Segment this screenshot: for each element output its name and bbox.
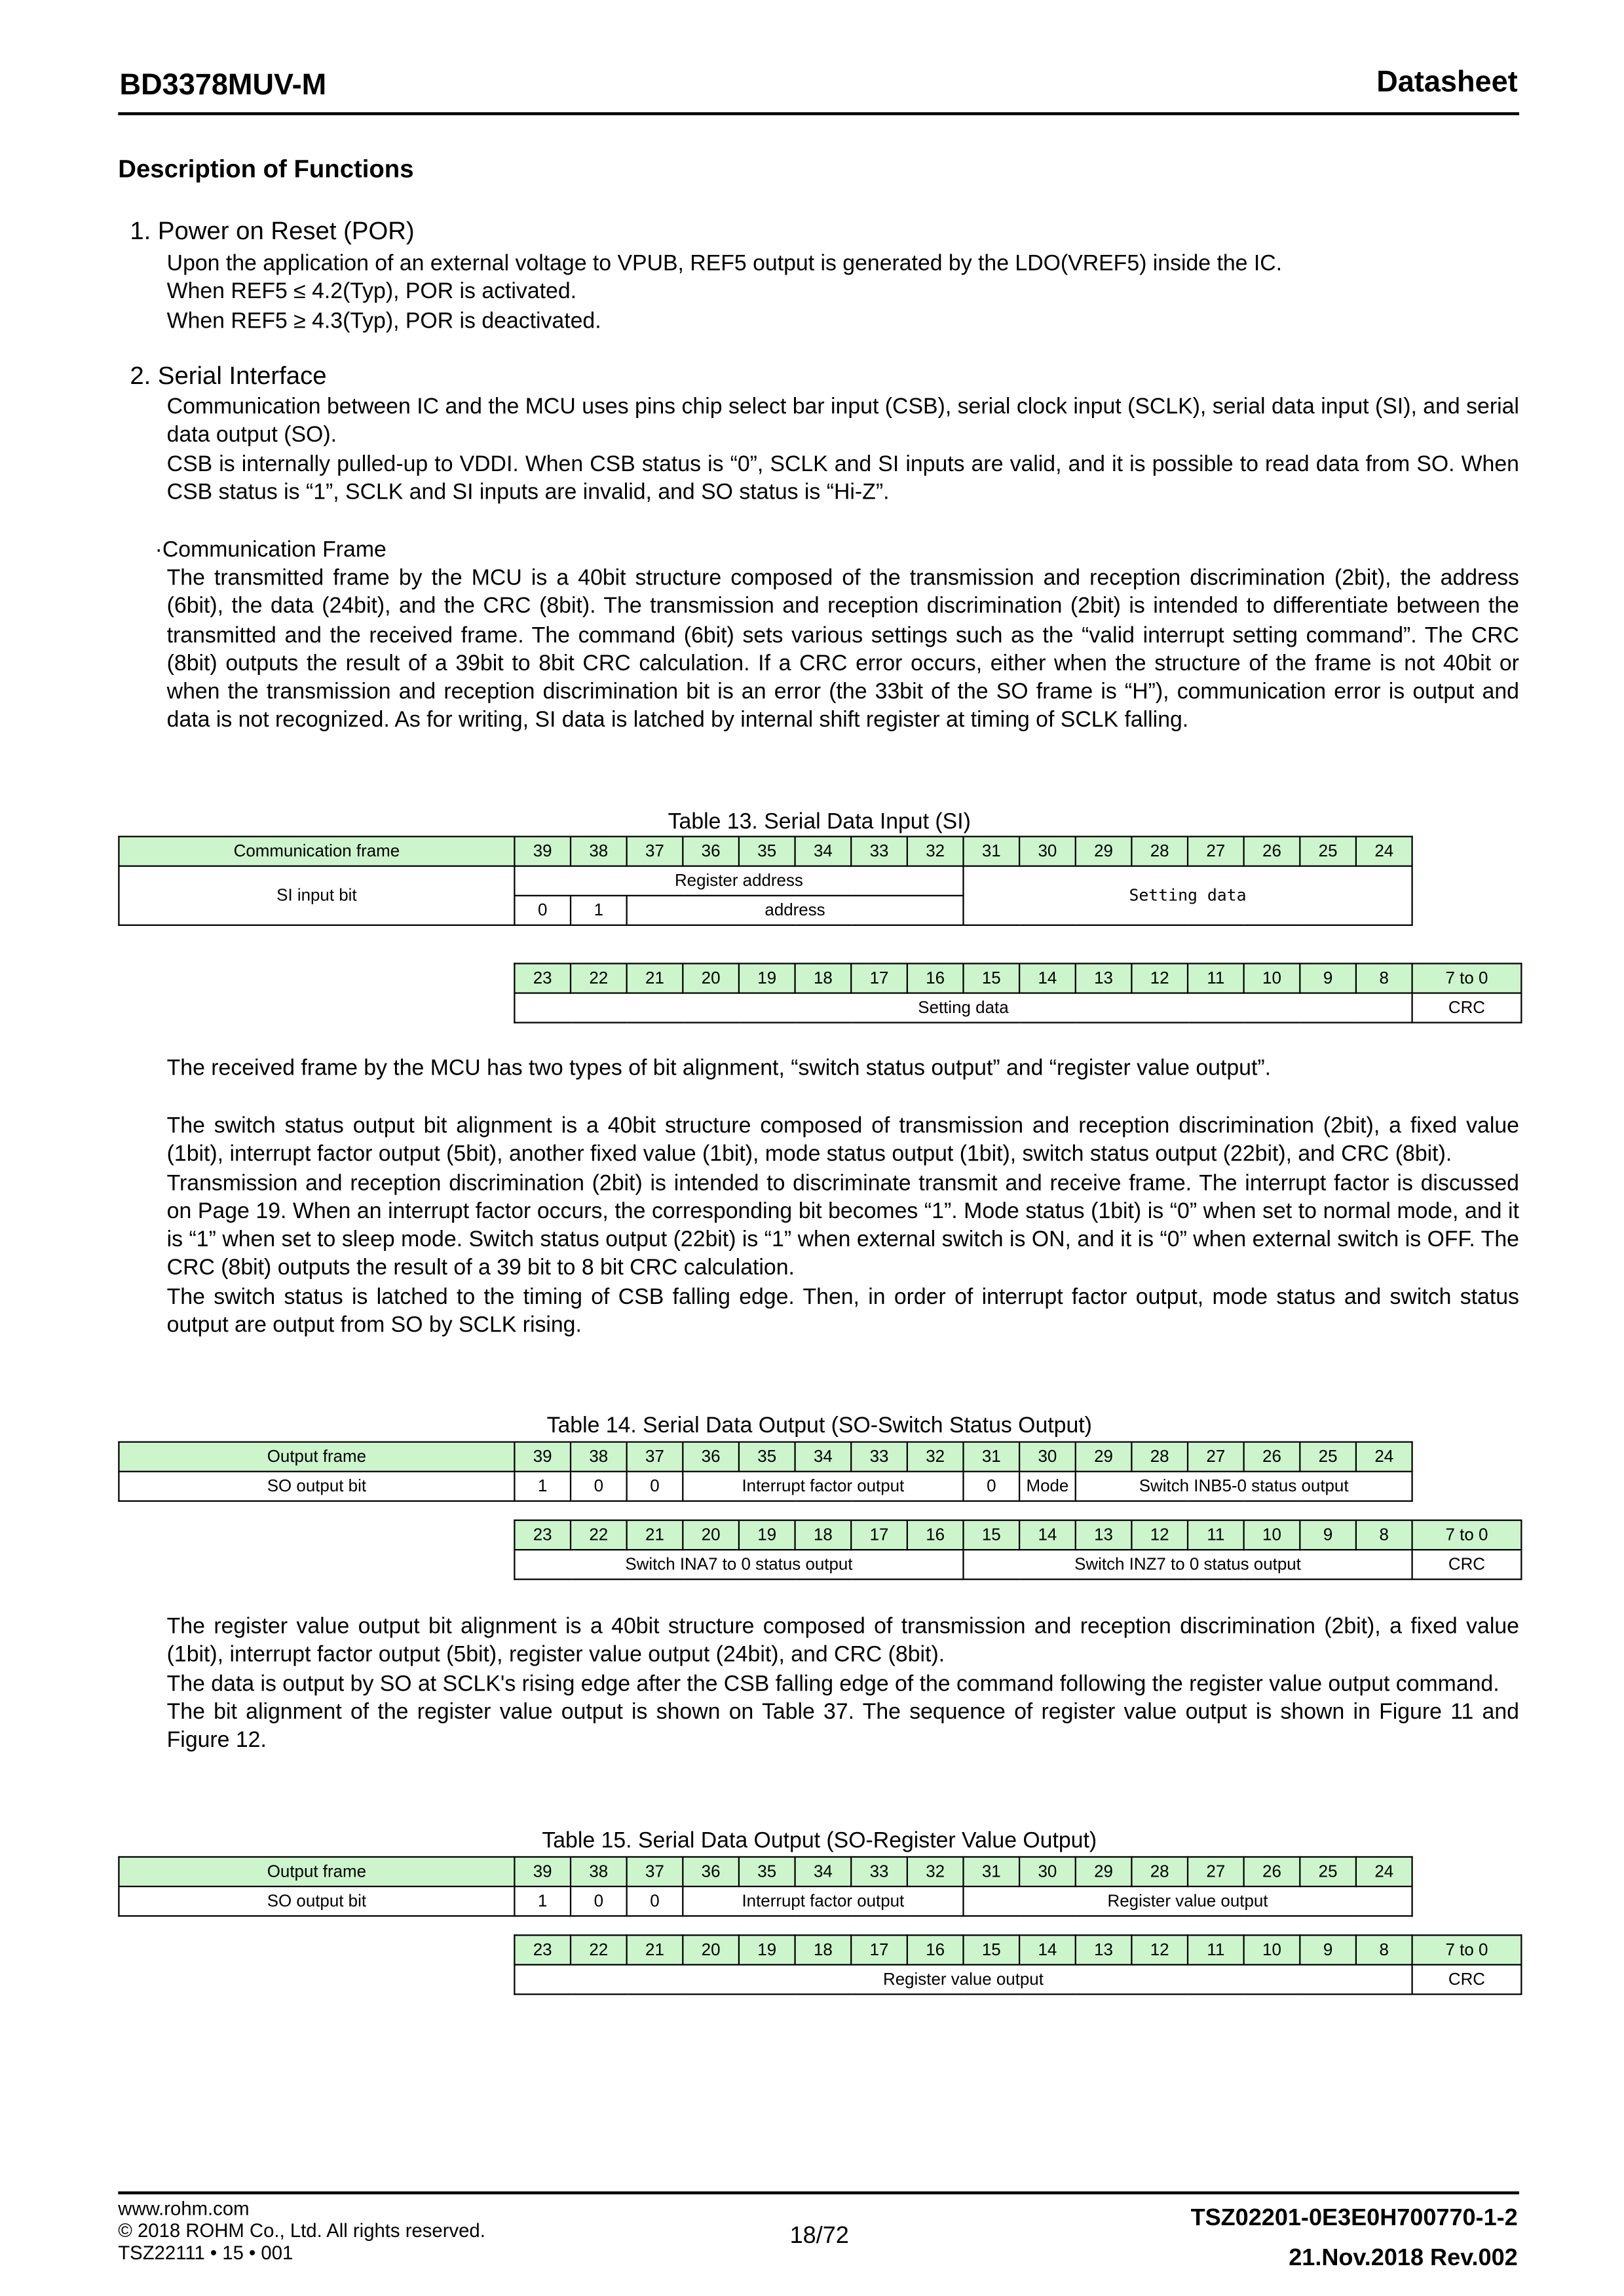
por-heading: 1. Power on Reset (POR) — [130, 217, 415, 246]
bit-number: 33 — [851, 1442, 907, 1472]
bit-number: 17 — [851, 963, 907, 993]
bit-number: 35 — [739, 1442, 795, 1472]
bit-number: 9 — [1300, 1520, 1356, 1550]
bit-number: 39 — [514, 1857, 571, 1886]
bit-number: 17 — [851, 1520, 907, 1550]
bit-number: 20 — [683, 1520, 739, 1550]
bit-number: 39 — [514, 837, 571, 866]
bit-number: 13 — [1076, 1935, 1132, 1964]
serial-text — [167, 392, 1519, 507]
bit-number: 29 — [1076, 837, 1132, 866]
date-revision: 21.Nov.2018 Rev.002 — [1289, 2246, 1518, 2272]
register-paragraph: The bit alignment of the register value output is shown on Table 37. The sequence of register value output is shown in Figure 11 and Figure 12. — [166, 1699, 1519, 1753]
bit-number: 15 — [963, 963, 1019, 993]
table14-lower — [514, 1520, 1522, 1580]
bit-number: 20 — [683, 1935, 739, 1964]
bit-value: 0 — [571, 1886, 627, 1916]
bit-number: 19 — [739, 963, 795, 993]
bit-number: 32 — [907, 1442, 964, 1472]
crc-cell: CRC — [1412, 993, 1522, 1023]
bit-number: 38 — [571, 1442, 627, 1472]
bit-number: 25 — [1300, 837, 1356, 866]
interrupt-factor-cell: Interrupt factor output — [683, 1472, 963, 1501]
received-paragraph: Transmission and reception discrimination (2bit) is intended to discriminate transmit and receive frame. The interrupt factor is discussed on Page 19. When an interrupt factor occurs, the corresponding bit becomes “1”. Mode status (1bit) is “0” when set to normal mode, and it is “1” when set to sleep mode. Switch status output (22bit) is “1” when external switch is ON, and it is “0” when external switch is OFF. The CRC (8bit) outputs the result of a 39 bit to 8 bit CRC calculation. — [166, 1170, 1519, 1281]
serial-paragraph: CSB is internally pulled-up to VDDI. When CSB status is “0”, SCLK and SI inputs are valid, and it is possible to read data from SO. When CSB status is “1”, SCLK and SI inputs are invalid, and SO status is “Hi-Z”. — [166, 451, 1519, 505]
bit-value: 1 — [514, 1886, 571, 1916]
bit-number: 18 — [795, 963, 852, 993]
row-label: SO output bit — [119, 1472, 514, 1501]
bit-number: 37 — [627, 1442, 683, 1472]
page-number: 18/72 — [789, 2223, 849, 2249]
por-line: When REF5 ≤ 4.2(Typ), POR is activated. — [166, 279, 577, 305]
bit-number: 34 — [795, 837, 852, 866]
crc-cell: CRC — [1412, 1550, 1522, 1579]
bit-number: 7 to 0 — [1412, 1935, 1522, 1964]
bit-number: 7 to 0 — [1412, 1520, 1522, 1550]
bit-number: 16 — [907, 963, 964, 993]
document-type: Datasheet — [1376, 66, 1518, 99]
address-cell: address — [627, 896, 964, 925]
bit-number: 22 — [571, 1520, 627, 1550]
bit-number: 30 — [1019, 1857, 1076, 1886]
bit-number: 16 — [907, 1520, 964, 1550]
bit-number: 9 — [1300, 963, 1356, 993]
bit-value: 0 — [627, 1472, 683, 1501]
setting-data-cell: Setting data — [514, 993, 1412, 1023]
received-paragraph: The switch status output bit alignment is a 40bit structure composed of transmission and reception discrimination (2bit), a fixed value (1bit), interrupt factor output (5bit), another fixed value (1bit), mode status output (1bit), switch status output (22bit), and CRC (8bit). — [166, 1113, 1519, 1168]
register-value-cell: Register value output — [963, 1886, 1412, 1916]
bit-number: 25 — [1300, 1857, 1356, 1886]
register-text — [167, 1613, 1519, 1755]
switch-inz-cell: Switch INZ7 to 0 status output — [963, 1550, 1412, 1579]
bit-number: 11 — [1188, 963, 1244, 993]
bit-number: 13 — [1076, 1520, 1132, 1550]
bit-number: 8 — [1356, 1520, 1412, 1550]
bit-number: 33 — [851, 837, 907, 866]
document-id: BD3378MUV-M — [119, 69, 327, 102]
bit-number: 10 — [1244, 963, 1300, 993]
switch-ina-cell: Switch INA7 to 0 status output — [514, 1550, 963, 1579]
bit-number: 25 — [1300, 1442, 1356, 1472]
frame-label: Output frame — [119, 1857, 514, 1886]
bit-number: 21 — [627, 963, 683, 993]
switch-inb-cell: Switch INB5-0 status output — [1076, 1472, 1412, 1501]
bit-number: 24 — [1356, 1857, 1412, 1886]
bit-number: 10 — [1244, 1935, 1300, 1964]
bit-value: 0 — [514, 896, 571, 925]
bit-number: 38 — [571, 837, 627, 866]
table14-upper — [118, 1442, 1412, 1502]
section-title: Description of Functions — [118, 155, 414, 183]
footer-left — [118, 2197, 485, 2263]
bit-number: 7 to 0 — [1412, 963, 1522, 993]
bit-number: 31 — [963, 1442, 1019, 1472]
bit-number: 34 — [795, 1442, 852, 1472]
bit-number: 35 — [739, 1857, 795, 1886]
bit-number: 26 — [1244, 1857, 1300, 1886]
bit-number: 9 — [1300, 1935, 1356, 1964]
table15-lower — [514, 1934, 1522, 1995]
bit-number: 19 — [739, 1935, 795, 1964]
bit-number: 36 — [683, 837, 739, 866]
bit-number: 37 — [627, 837, 683, 866]
doc-number: TSZ02201-0E3E0H700770-1-2 — [1190, 2206, 1518, 2232]
bit-number: 11 — [1188, 1935, 1244, 1964]
bit-number: 32 — [907, 837, 964, 866]
bit-number: 24 — [1356, 837, 1412, 866]
bit-number: 10 — [1244, 1520, 1300, 1550]
bit-value: 1 — [514, 1472, 571, 1501]
serial-paragraph: Communication between IC and the MCU uses pins chip select bar input (CSB), serial clock input (SCLK), serial data input (SI), and serial data output (SO). — [166, 394, 1519, 448]
bit-value: 0 — [963, 1472, 1019, 1501]
bit-number: 26 — [1244, 837, 1300, 866]
bit-number: 18 — [795, 1935, 852, 1964]
bit-value: 0 — [627, 1886, 683, 1916]
bit-number: 14 — [1019, 963, 1076, 993]
bit-number: 17 — [851, 1935, 907, 1964]
table13-caption: Table 13. Serial Data Input (SI) — [668, 809, 971, 835]
footer-rule — [118, 2191, 1519, 2194]
bit-number: 32 — [907, 1857, 964, 1886]
bit-number: 22 — [571, 1935, 627, 1964]
bit-number: 14 — [1019, 1520, 1076, 1550]
bit-number: 39 — [514, 1442, 571, 1472]
bit-number: 16 — [907, 1935, 964, 1964]
interrupt-factor-cell: Interrupt factor output — [683, 1886, 963, 1916]
bit-number: 28 — [1131, 1857, 1188, 1886]
bit-number: 12 — [1131, 963, 1188, 993]
register-paragraph: The register value output bit alignment is a 40bit structure composed of transmission and reception discrimination (2bit), a fixed value (1bit), interrupt factor output (5bit), register value output (24bit), and CRC (8bit). — [166, 1614, 1519, 1668]
received-paragraph: The switch status is latched to the timing of CSB falling edge. Then, in order of interrupt factor output, mode status and switch status output are output from SO by SCLK rising. — [166, 1284, 1519, 1338]
bit-number: 23 — [514, 1935, 571, 1964]
frame-label: Communication frame — [119, 837, 514, 866]
bit-number: 26 — [1244, 1442, 1300, 1472]
bit-number: 15 — [963, 1935, 1019, 1964]
table13-upper — [118, 836, 1412, 926]
bit-number: 13 — [1076, 963, 1132, 993]
bit-number: 34 — [795, 1857, 852, 1886]
bit-number: 15 — [963, 1520, 1019, 1550]
bit-number: 36 — [683, 1442, 739, 1472]
header-rule — [118, 112, 1519, 115]
frame-paragraph: The transmitted frame by the MCU is a 40bit structure composed of the transmission and reception discrimination (2bit), the address (6bit), the data (24bit), and the CRC (8bit). The transmission and reception discrimination (2bit) is intended to differentiate between the transmitted and the received frame. The command (6bit) sets various settings such as the “valid interrupt setting command”. The CRC (8bit) outputs the result of a 39bit to 8bit CRC calculation. If a CRC error occurs, either when the structure of the frame is not 40bit or when the transmission and reception discrimination bit is an error (the 33bit of the SO frame is “H”), communication error is output and data is not recognized. As for writing, SI data is latched by internal shift register at timing of SCLK falling. — [166, 565, 1519, 733]
por-line: Upon the application of an external voltage to VPUB, REF5 output is generated by the LDO(VREF5) inside the IC. — [166, 251, 1283, 277]
bit-number: 30 — [1019, 1442, 1076, 1472]
table14-caption: Table 14. Serial Data Output (SO-Switch Status Output) — [546, 1413, 1092, 1439]
bit-number: 38 — [571, 1857, 627, 1886]
bit-number: 18 — [795, 1520, 852, 1550]
footer-copyright: © 2018 ROHM Co., Ltd. All rights reserved. — [118, 2219, 485, 2242]
table13-lower — [514, 963, 1522, 1023]
bit-value: 1 — [571, 896, 627, 925]
bit-number: 28 — [1131, 837, 1188, 866]
bit-number: 29 — [1076, 1442, 1132, 1472]
bit-number: 8 — [1356, 1935, 1412, 1964]
bit-number: 23 — [514, 963, 571, 993]
table15-caption: Table 15. Serial Data Output (SO-Register Value Output) — [542, 1827, 1097, 1854]
setting-data-cell: Setting data — [963, 866, 1412, 925]
bit-value: 0 — [571, 1472, 627, 1501]
bit-number: 33 — [851, 1857, 907, 1886]
bit-number: 12 — [1131, 1935, 1188, 1964]
por-text — [167, 250, 1519, 335]
serial-heading: 2. Serial Interface — [130, 362, 327, 390]
bit-number: 23 — [514, 1520, 571, 1550]
register-address-cell: Register address — [514, 866, 963, 896]
footer-code: TSZ22111 • 15 • 001 — [118, 2241, 293, 2264]
frame-heading: ·Communication Frame — [155, 537, 387, 563]
bit-number: 37 — [627, 1857, 683, 1886]
crc-cell: CRC — [1412, 1964, 1522, 1994]
bit-number: 35 — [739, 837, 795, 866]
bit-number: 28 — [1131, 1442, 1188, 1472]
bit-number: 31 — [963, 1857, 1019, 1886]
bit-number: 19 — [739, 1520, 795, 1550]
bit-number: 20 — [683, 963, 739, 993]
bit-number: 30 — [1019, 837, 1076, 866]
register-value-cell: Register value output — [514, 1964, 1412, 1994]
received-text — [167, 1112, 1519, 1340]
register-paragraph: The data is output by SO at SCLK's rising edge after the CSB falling edge of the command following the register value output command. — [166, 1671, 1500, 1696]
bit-number: 24 — [1356, 1442, 1412, 1472]
bit-number: 8 — [1356, 963, 1412, 993]
bit-number: 31 — [963, 837, 1019, 866]
footer-url: www.rohm.com — [118, 2197, 250, 2220]
bit-number: 21 — [627, 1520, 683, 1550]
bit-number: 27 — [1188, 1442, 1244, 1472]
por-line: When REF5 ≥ 4.3(Typ), POR is deactivated. — [166, 308, 601, 334]
row-label: SI input bit — [119, 866, 514, 925]
bit-number: 11 — [1188, 1520, 1244, 1550]
bit-number: 29 — [1076, 1857, 1132, 1886]
mode-cell: Mode — [1019, 1472, 1076, 1501]
bit-number: 22 — [571, 963, 627, 993]
bit-number: 27 — [1188, 1857, 1244, 1886]
bit-number: 36 — [683, 1857, 739, 1886]
received-intro: The received frame by the MCU has two types of bit alignment, “switch status output” and “register value output”. — [166, 1056, 1272, 1081]
bit-number: 12 — [1131, 1520, 1188, 1550]
bit-number: 21 — [627, 1935, 683, 1964]
bit-number: 14 — [1019, 1935, 1076, 1964]
table15-upper — [118, 1856, 1412, 1917]
row-label: SO output bit — [119, 1886, 514, 1916]
frame-label: Output frame — [119, 1442, 514, 1472]
bit-number: 27 — [1188, 837, 1244, 866]
